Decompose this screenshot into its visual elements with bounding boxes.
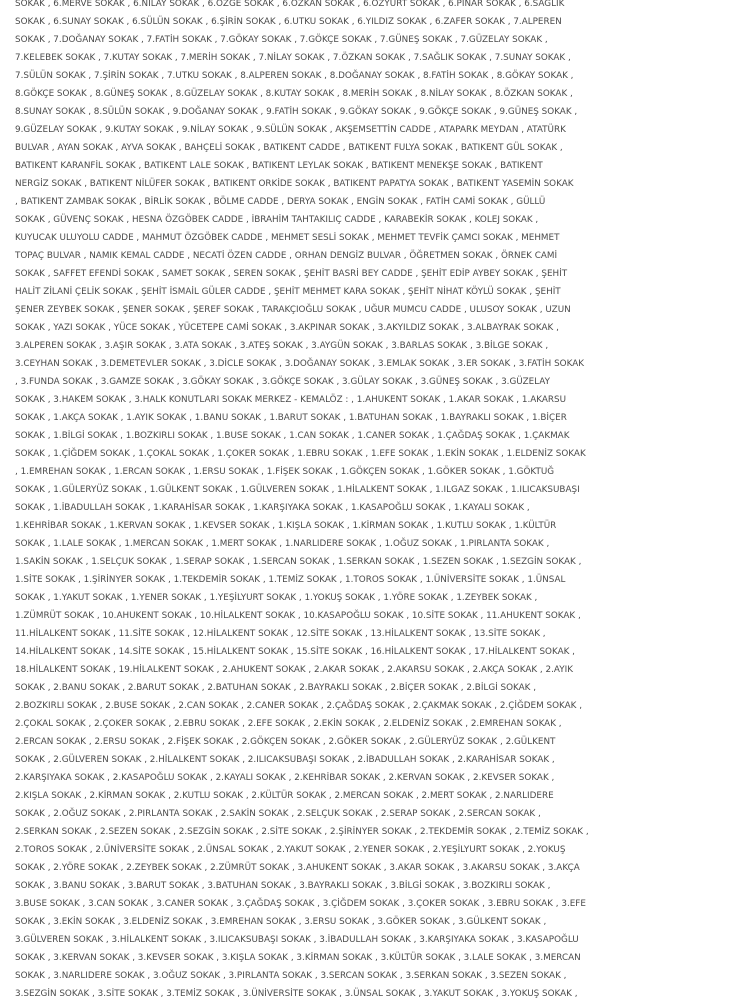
text-line: 7.KELEBEK SOKAK , 7.KUTAY SOKAK , 7.MERİH SOKAK , 7.NİLAY SOKAK , 7.ÖZKAN SOKAK , 7.SAĞLIK SOKAK , 7.SUNAY SOKAK , <box>15 53 571 63</box>
text-line: SOKAK , 1.ÇİĞDEM SOKAK , 1.ÇOKAL SOKAK , 1.ÇOKER SOKAK , 1.EBRU SOKAK , 1.EFE SOKAK , 1.EKİN SOKAK , 1.ELDENİZ SOKAK <box>15 449 586 459</box>
text-line: 2.KIŞLA SOKAK , 2.KİRMAN SOKAK , 2.KUTLU SOKAK , 2.KÜLTÜR SOKAK , 2.MERCAN SOKAK , 2.MERT SOKAK , 2.NARLIDERE <box>15 791 554 801</box>
text-line: SOKAK , GÜVENÇ SOKAK , HESNA ÖZGÖBEK CADDE , İBRAHİM TAHTAKILIÇ CADDE , KARABEKİR SOKAK , KOLEJ SOKAK , <box>15 215 539 225</box>
text-line: 1.KEHRİBAR SOKAK , 1.KERVAN SOKAK , 1.KEVSER SOKAK , 1.KIŞLA SOKAK , 1.KİRMAN SOKAK , 1.KUTLU SOKAK , 1.KÜLTÜR <box>15 521 557 531</box>
text-line: TOPAÇ BULVAR , NAMIK KEMAL CADDE , NECATİ ÖZEN CADDE , ORHAN DENGİZ BULVAR , ÖĞRETMEN SOKAK , ÖRNEK CAMİ <box>15 251 558 261</box>
text-line: 3.ALPEREN SOKAK , 3.AŞIR SOKAK , 3.ATA SOKAK , 3.ATEŞ SOKAK , 3.AYGÜN SOKAK , 3.BARLAS SOKAK , 3.BİLGE SOKAK , <box>15 341 549 351</box>
text-line: 2.SERKAN SOKAK , 2.SEZEN SOKAK , 2.SEZGİN SOKAK , 2.SİTE SOKAK , 2.ŞİRİNYER SOKAK , 2.TEKDEMİR SOKAK , 2.TEMİZ SOKAK , <box>15 827 589 837</box>
text-line: SOKAK , 1.AKÇA SOKAK , 1.AYIK SOKAK , 1.BANU SOKAK , 1.BARUT SOKAK , 1.BATUHAN SOKAK , 1.BAYRAKLI SOKAK , 1.BİÇER <box>15 413 567 423</box>
text-line: , 3.FUNDA SOKAK , 3.GAMZE SOKAK , 3.GÖKAY SOKAK , 3.GÖKÇE SOKAK , 3.GÜLAY SOKAK , 3.GÜNEŞ SOKAK , 3.GÜZELAY <box>15 377 550 387</box>
text-line: 1.SAKİN SOKAK , 1.SELÇUK SOKAK , 1.SERAP SOKAK , 1.SERCAN SOKAK , 1.SERKAN SOKAK , 1.SEZEN SOKAK , 1.SEZGİN SOKAK , <box>15 557 582 567</box>
text-line: SOKAK , 6.MERVE SOKAK , 6.NİLAY SOKAK , 6.ÖZGE SOKAK , 6.ÖZKAN SOKAK , 6.ÖZYURT SOKAK , 6.PINAR SOKAK , 6.SAĞLIK <box>15 0 565 9</box>
text-line: 11.HİLALKENT SOKAK , 11.SİTE SOKAK , 12.HİLALKENT SOKAK , 12.SİTE SOKAK , 13.HİLALKENT SOKAK , 13.SİTE SOKAK , <box>15 629 546 639</box>
text-line: SOKAK , 1.BİLGİ SOKAK , 1.BOZKIRLI SOKAK , 1.BUSE SOKAK , 1.CAN SOKAK , 1.CANER SOKAK , 1.ÇAĞDAŞ SOKAK , 1.ÇAKMAK <box>15 431 570 441</box>
text-line: KUYUCAK ULUYOLU CADDE , MAHMUT ÖZGÖBEK CADDE , MEHMET SESLİ SOKAK , MEHMET TEVFİK ÇAMCI SOKAK , MEHMET <box>15 233 560 243</box>
text-line: SOKAK , 3.HAKEM SOKAK , 3.HALK KONUTLARI SOKAK MERKEZ - KEMALÖZ : , 1.AHUKENT SOKAK , 1.AKAR SOKAK , 1.AKARSU <box>15 395 567 405</box>
text-line: SOKAK , 3.EKİN SOKAK , 3.ELDENİZ SOKAK , 3.EMREHAN SOKAK , 3.ERSU SOKAK , 3.GÖKER SOKAK , 3.GÜLKENT SOKAK , <box>15 917 547 927</box>
text-line: 8.GÖKÇE SOKAK , 8.GÜNEŞ SOKAK , 8.GÜZELAY SOKAK , 8.KUTAY SOKAK , 8.MERİH SOKAK , 8.NİLAY SOKAK , 8.ÖZKAN SOKAK , <box>15 89 573 99</box>
text-line: BATIKENT KARANFİL SOKAK , BATIKENT LALE SOKAK , BATIKENT LEYLAK SOKAK , BATIKENT MENEKŞE SOKAK , BATIKENT <box>15 161 543 171</box>
text-line: , 1.EMREHAN SOKAK , 1.ERCAN SOKAK , 1.ERSU SOKAK , 1.FİŞEK SOKAK , 1.GÖKÇEN SOKAK , 1.GÖKER SOKAK , 1.GÖKTUĞ <box>15 467 555 477</box>
text-line: SOKAK , 3.KERVAN SOKAK , 3.KEVSER SOKAK , 3.KIŞLA SOKAK , 3.KİRMAN SOKAK , 3.KÜLTÜR SOKAK , 3.LALE SOKAK , 3.MERCAN <box>15 953 581 963</box>
text-line: 2.TOROS SOKAK , 2.ÜNİVERSİTE SOKAK , 2.ÜNSAL SOKAK , 2.YAKUT SOKAK , 2.YENER SOKAK , 2.YEŞİLYURT SOKAK , 2.YOKUŞ <box>15 845 566 855</box>
text-line: SOKAK , 2.OĞUZ SOKAK , 2.PIRLANTA SOKAK , 2.SAKİN SOKAK , 2.SELÇUK SOKAK , 2.SERAP SOKAK , 2.SERCAN SOKAK , <box>15 809 541 819</box>
text-line: SOKAK , 1.YAKUT SOKAK , 1.YENER SOKAK , 1.YEŞİLYURT SOKAK , 1.YOKUŞ SOKAK , 1.YÖRE SOKAK , 1.ZEYBEK SOKAK , <box>15 593 538 603</box>
text-line: 14.HİLALKENT SOKAK , 14.SİTE SOKAK , 15.HİLALKENT SOKAK , 15.SİTE SOKAK , 16.HİLALKENT SOKAK , 17.HİLALKENT SOKAK , <box>15 647 575 657</box>
text-line: 2.ERCAN SOKAK , 2.ERSU SOKAK , 2.FİŞEK SOKAK , 2.GÖKÇEN SOKAK , 2.GÖKER SOKAK , 2.GÜLERYÜZ SOKAK , 2.GÜLKENT <box>15 737 556 747</box>
text-line: SOKAK , 7.DOĞANAY SOKAK , 7.FATİH SOKAK , 7.GÖKAY SOKAK , 7.GÖKÇE SOKAK , 7.GÜNEŞ SOKAK , 7.GÜZELAY SOKAK , <box>15 35 548 45</box>
text-line: 1.SİTE SOKAK , 1.ŞİRİNYER SOKAK , 1.TEKDEMİR SOKAK , 1.TEMİZ SOKAK , 1.TOROS SOKAK , 1.ÜNİVERSİTE SOKAK , 1.ÜNSAL <box>15 575 566 585</box>
text-line: SOKAK , 1.GÜLERYÜZ SOKAK , 1.GÜLKENT SOKAK , 1.GÜLVEREN SOKAK , 1.HİLALKENT SOKAK , 1.ILGAZ SOKAK , 1.ILICAKSUBAŞI <box>15 485 580 495</box>
text-line: SOKAK , 1.İBADULLAH SOKAK , 1.KARAHİSAR SOKAK , 1.KARŞIYAKA SOKAK , 1.KASAPOĞLU SOKAK , 1.KAYALI SOKAK , <box>15 503 530 513</box>
text-line: 3.CEYHAN SOKAK , 3.DEMETEVLER SOKAK , 3.DİCLE SOKAK , 3.DOĞANAY SOKAK , 3.EMLAK SOKAK , 3.ER SOKAK , 3.FATİH SOKAK <box>15 359 584 369</box>
text-line: SOKAK , 2.BANU SOKAK , 2.BARUT SOKAK , 2.BATUHAN SOKAK , 2.BAYRAKLI SOKAK , 2.BİÇER SOKAK , 2.BİLGİ SOKAK , <box>15 683 537 693</box>
text-line: SOKAK , 6.SUNAY SOKAK , 6.SÜLÜN SOKAK , 6.ŞİRİN SOKAK , 6.UTKU SOKAK , 6.YILDIZ SOKAK , 6.ZAFER SOKAK , 7.ALPEREN <box>15 17 562 27</box>
text-line: HALİT ZİLANİ ÇELİK SOKAK , ŞEHİT İSMAİL GÜLER CADDE , ŞEHİT MEHMET KARA SOKAK , ŞEHİT NİHAT KÖYLÜ SOKAK , ŞEHİT <box>15 287 561 297</box>
text-line: 8.SUNAY SOKAK , 8.SÜLÜN SOKAK , 9.DOĞANAY SOKAK , 9.FATİH SOKAK , 9.GÖKAY SOKAK , 9.GÖKÇE SOKAK , 9.GÜNEŞ SOKAK , <box>15 107 578 117</box>
text-line: NERGİZ SOKAK , BATIKENT NİLÜFER SOKAK , BATIKENT ORKİDE SOKAK , BATIKENT PAPATYA SOKAK , BATIKENT YASEMİN SOKAK <box>15 179 574 189</box>
text-line: SOKAK , 3.BANU SOKAK , 3.BARUT SOKAK , 3.BATUHAN SOKAK , 3.BAYRAKLI SOKAK , 3.BİLGİ SOKAK , 3.BOZKIRLI SOKAK , <box>15 881 551 891</box>
text-line: SOKAK , 3.NARLIDERE SOKAK , 3.OĞUZ SOKAK , 3.PIRLANTA SOKAK , 3.SERCAN SOKAK , 3.SERKAN SOKAK , 3.SEZEN SOKAK , <box>15 971 567 981</box>
text-line: ŞENER ZEYBEK SOKAK , ŞENER SOKAK , ŞEREF SOKAK , TARAKÇIOĞLU SOKAK , UĞUR MUMCU CADDE , ULUSOY SOKAK , UZUN <box>15 305 571 315</box>
text-line: 2.BOZKIRLI SOKAK , 2.BUSE SOKAK , 2.CAN SOKAK , 2.CANER SOKAK , 2.ÇAĞDAŞ SOKAK , 2.ÇAKMAK SOKAK , 2.ÇİĞDEM SOKAK , <box>15 701 583 711</box>
text-line: SOKAK , 2.YÖRE SOKAK , 2.ZEYBEK SOKAK , 2.ZÜMRÜT SOKAK , 3.AHUKENT SOKAK , 3.AKAR SOKAK , 3.AKARSU SOKAK , 3.AKÇA <box>15 863 580 873</box>
text-line: 7.SÜLÜN SOKAK , 7.ŞİRİN SOKAK , 7.UTKU SOKAK , 8.ALPEREN SOKAK , 8.DOĞANAY SOKAK , 8.FATİH SOKAK , 8.GÖKAY SOKAK , <box>15 71 574 81</box>
text-line: , BATIKENT ZAMBAK SOKAK , BİRLİK SOKAK , BÖLME CADDE , DERYA SOKAK , ENGİN SOKAK , FATİH CAMİ SOKAK , GÜLLÜ <box>15 197 546 207</box>
text-line: SOKAK , SAFFET EFENDİ SOKAK , SAMET SOKAK , SEREN SOKAK , ŞEHİT BASRİ BEY CADDE , ŞEHİT EDİP AYBEY SOKAK , ŞEHİT <box>15 269 568 279</box>
text-line: SOKAK , 1.LALE SOKAK , 1.MERCAN SOKAK , 1.MERT SOKAK , 1.NARLIDERE SOKAK , 1.OĞUZ SOKAK , 1.PIRLANTA SOKAK , <box>15 539 550 549</box>
text-line: 3.GÜLVEREN SOKAK , 3.HİLALKENT SOKAK , 3.ILICAKSUBAŞI SOKAK , 3.İBADULLAH SOKAK , 3.KARŞIYAKA SOKAK , 3.KASAPOĞLU <box>15 935 579 945</box>
text-line: 3.BUSE SOKAK , 3.CAN SOKAK , 3.CANER SOKAK , 3.ÇAĞDAŞ SOKAK , 3.ÇİĞDEM SOKAK , 3.ÇOKER SOKAK , 3.EBRU SOKAK , 3.EFE <box>15 899 586 909</box>
text-line: 2.KARŞIYAKA SOKAK , 2.KASAPOĞLU SOKAK , 2.KAYALI SOKAK , 2.KEHRİBAR SOKAK , 2.KERVAN SOKAK , 2.KEVSER SOKAK , <box>15 773 555 783</box>
text-line: SOKAK , YAZI SOKAK , YÜCE SOKAK , YÜCETEPE CAMİ SOKAK , 3.AKPINAR SOKAK , 3.AKYILDIZ SOKAK , 3.ALBAYRAK SOKAK , <box>15 323 559 333</box>
text-line: 2.ÇOKAL SOKAK , 2.ÇOKER SOKAK , 2.EBRU SOKAK , 2.EFE SOKAK , 2.EKİN SOKAK , 2.ELDENİZ SOKAK , 2.EMREHAN SOKAK , <box>15 719 562 729</box>
text-line: 3.SEZGİN SOKAK , 3.SİTE SOKAK , 3.TEMİZ SOKAK , 3.ÜNİVERSİTE SOKAK , 3.ÜNSAL SOKAK , 3.YAKUT SOKAK , 3.YOKUŞ SOKAK , <box>15 989 578 999</box>
text-line: 18.HİLALKENT SOKAK , 19.HİLALKENT SOKAK , 2.AHUKENT SOKAK , 2.AKAR SOKAK , 2.AKARSU SOKAK , 2.AKÇA SOKAK , 2.AYIK <box>15 665 573 675</box>
text-line: BULVAR , AYAN SOKAK , AYVA SOKAK , BAHÇELİ SOKAK , BATIKENT CADDE , BATIKENT FULYA SOKAK , BATIKENT GÜL SOKAK , <box>15 143 563 153</box>
text-line: 9.GÜZELAY SOKAK , 9.KUTAY SOKAK , 9.NİLAY SOKAK , 9.SÜLÜN SOKAK , AKŞEMSETTİN CADDE , ATAPARK MEYDAN , ATATÜRK <box>15 125 566 135</box>
text-line: 1.ZÜMRÜT SOKAK , 10.AHUKENT SOKAK , 10.HİLALKENT SOKAK , 10.KASAPOĞLU SOKAK , 10.SİTE SOKAK , 11.AHUKENT SOKAK , <box>15 611 581 621</box>
text-line: SOKAK , 2.GÜLVEREN SOKAK , 2.HİLALKENT SOKAK , 2.ILICAKSUBAŞI SOKAK , 2.İBADULLAH SOKAK , 2.KARAHİSAR SOKAK , <box>15 755 555 765</box>
